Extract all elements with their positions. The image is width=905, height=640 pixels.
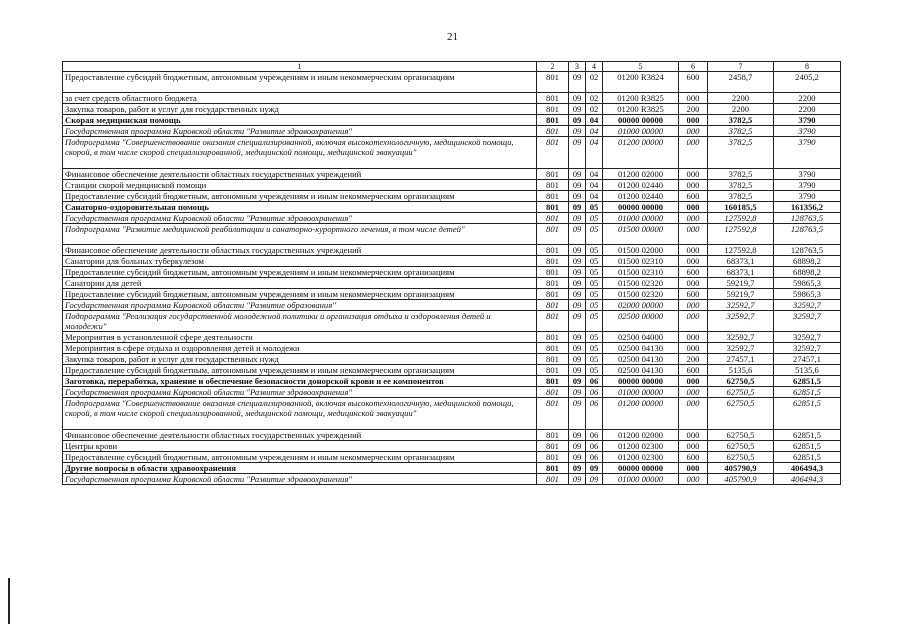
expense-type-cell: 000 [679, 463, 708, 474]
table-row [63, 267, 841, 278]
ministry-code-cell: 801 [537, 104, 569, 115]
section-code-cell: 09 [569, 224, 586, 245]
subsection-code-cell: 06 [586, 441, 603, 452]
table-row [63, 245, 841, 256]
row-name-cell: Мероприятия в установленной сфере деятельности [63, 332, 537, 343]
column-header-7: 7 [708, 62, 774, 72]
ministry-code-cell: 801 [537, 278, 569, 289]
table-row [63, 104, 841, 115]
budget-table [62, 61, 841, 485]
subsection-code-cell: 04 [586, 126, 603, 137]
amount-year-2-cell: 2405,2 [774, 72, 841, 93]
section-code-cell: 09 [569, 115, 586, 126]
column-header-8: 8 [774, 62, 841, 72]
ministry-code-cell: 801 [537, 452, 569, 463]
amount-year-2-cell: 3790 [774, 169, 841, 180]
amount-year-1-cell: 59219,7 [708, 289, 774, 300]
amount-year-2-cell: 161356,2 [774, 202, 841, 213]
target-article-cell: 00000 00000 [603, 463, 679, 474]
table-row [63, 213, 841, 224]
subsection-code-cell: 06 [586, 376, 603, 387]
target-article-cell: 01200 02000 [603, 430, 679, 441]
section-code-cell: 09 [569, 202, 586, 213]
amount-year-1-cell: 68373,1 [708, 256, 774, 267]
amount-year-1-cell: 62750,5 [708, 376, 774, 387]
ministry-code-cell: 801 [537, 202, 569, 213]
column-header-4: 4 [586, 62, 603, 72]
ministry-code-cell: 801 [537, 332, 569, 343]
row-name-cell: Закупка товаров, работ и услуг для государственных нужд [63, 354, 537, 365]
ministry-code-cell: 801 [537, 343, 569, 354]
row-name-cell: Подпрограмма "Развитие медицинской реабилитации и санаторно-курортного лечения, в том числе детей" [63, 224, 537, 245]
amount-year-2-cell: 3790 [774, 191, 841, 202]
table-row [63, 289, 841, 300]
amount-year-2-cell: 62851,5 [774, 398, 841, 430]
table-row [63, 278, 841, 289]
amount-year-1-cell: 127592,8 [708, 213, 774, 224]
amount-year-2-cell: 32592,7 [774, 300, 841, 311]
section-code-cell: 09 [569, 256, 586, 267]
table-row [63, 115, 841, 126]
row-name-cell: Скорая медицинская помощь [63, 115, 537, 126]
row-name-cell: Закупка товаров, работ и услуг для государственных нужд [63, 104, 537, 115]
expense-type-cell: 000 [679, 93, 708, 104]
amount-year-1-cell: 5135,6 [708, 365, 774, 376]
expense-type-cell: 000 [679, 213, 708, 224]
amount-year-2-cell: 59865,3 [774, 278, 841, 289]
row-name-cell: за счет средств областного бюджета [63, 93, 537, 104]
subsection-code-cell: 05 [586, 213, 603, 224]
row-name-cell: Финансовое обеспечение деятельности областных государственных учреждений [63, 245, 537, 256]
section-code-cell: 09 [569, 267, 586, 278]
target-article-cell: 01000 00000 [603, 474, 679, 485]
ministry-code-cell: 801 [537, 387, 569, 398]
amount-year-2-cell: 59865,3 [774, 289, 841, 300]
ministry-code-cell: 801 [537, 93, 569, 104]
ministry-code-cell: 801 [537, 311, 569, 332]
row-name-cell: Предоставление субсидий бюджетным, автономным учреждениям и иным некоммерческим организациям [63, 191, 537, 202]
section-code-cell: 09 [569, 354, 586, 365]
ministry-code-cell: 801 [537, 256, 569, 267]
row-name-cell: Государственная программа Кировской области "Развитие здравоохранения" [63, 126, 537, 137]
ministry-code-cell: 801 [537, 267, 569, 278]
ministry-code-cell: 801 [537, 245, 569, 256]
expense-type-cell: 000 [679, 115, 708, 126]
ministry-code-cell: 801 [537, 365, 569, 376]
table-row [63, 180, 841, 191]
section-code-cell: 09 [569, 430, 586, 441]
table-row [63, 343, 841, 354]
subsection-code-cell: 05 [586, 365, 603, 376]
table-row [63, 354, 841, 365]
table-row [63, 387, 841, 398]
table-body [63, 72, 841, 485]
table-row [63, 224, 841, 245]
expense-type-cell: 600 [679, 72, 708, 93]
subsection-code-cell: 05 [586, 311, 603, 332]
expense-type-cell: 600 [679, 191, 708, 202]
row-name-cell: Подпрограмма "Совершенствование оказания специализированной, включая высокотехнологичную, медицинской помощи, скорой, в том числе скорой специализированной, медицинской помощи, медицинской эвакуации" [63, 137, 537, 169]
amount-year-1-cell: 3782,5 [708, 180, 774, 191]
section-code-cell: 09 [569, 93, 586, 104]
target-article-cell: 00000 00000 [603, 115, 679, 126]
ministry-code-cell: 801 [537, 224, 569, 245]
ministry-code-cell: 801 [537, 180, 569, 191]
section-code-cell: 09 [569, 104, 586, 115]
expense-type-cell: 000 [679, 224, 708, 245]
amount-year-1-cell: 160185,5 [708, 202, 774, 213]
table-row [63, 376, 841, 387]
column-header-1: 1 [63, 62, 537, 72]
table-row [63, 93, 841, 104]
expense-type-cell: 000 [679, 398, 708, 430]
row-name-cell: Государственная программа Кировской области "Развитие здравоохранения" [63, 474, 537, 485]
table-row [63, 332, 841, 343]
ministry-code-cell: 801 [537, 474, 569, 485]
row-name-cell: Заготовка, переработка, хранение и обеспечение безопасности донорской крови и ее компонентов [63, 376, 537, 387]
ministry-code-cell: 801 [537, 463, 569, 474]
expense-type-cell: 000 [679, 300, 708, 311]
target-article-cell: 01500 02320 [603, 289, 679, 300]
amount-year-1-cell: 3782,5 [708, 137, 774, 169]
section-code-cell: 09 [569, 245, 586, 256]
subsection-code-cell: 05 [586, 256, 603, 267]
row-name-cell: Санатории для больных туберкулезом [63, 256, 537, 267]
table-row [63, 191, 841, 202]
section-code-cell: 09 [569, 387, 586, 398]
expense-type-cell: 000 [679, 311, 708, 332]
ministry-code-cell: 801 [537, 441, 569, 452]
row-name-cell: Санатории для детей [63, 278, 537, 289]
section-code-cell: 09 [569, 72, 586, 93]
target-article-cell: 01500 02000 [603, 245, 679, 256]
amount-year-1-cell: 2200 [708, 93, 774, 104]
section-code-cell: 09 [569, 441, 586, 452]
table-row [63, 256, 841, 267]
amount-year-2-cell: 2200 [774, 104, 841, 115]
amount-year-1-cell: 32592,7 [708, 311, 774, 332]
column-header-3: 3 [569, 62, 586, 72]
amount-year-2-cell: 62851,5 [774, 441, 841, 452]
target-article-cell: 01000 00000 [603, 213, 679, 224]
ministry-code-cell: 801 [537, 430, 569, 441]
section-code-cell: 09 [569, 126, 586, 137]
expense-type-cell: 200 [679, 354, 708, 365]
expense-type-cell: 000 [679, 332, 708, 343]
subsection-code-cell: 06 [586, 387, 603, 398]
expense-type-cell: 200 [679, 104, 708, 115]
column-header-6: 6 [679, 62, 708, 72]
expense-type-cell: 600 [679, 267, 708, 278]
row-name-cell: Финансовое обеспечение деятельности областных государственных учреждений [63, 169, 537, 180]
table-row [63, 137, 841, 169]
row-name-cell: Мероприятия в сфере отдыха и оздоровления детей и молодежи [63, 343, 537, 354]
target-article-cell: 01000 00000 [603, 126, 679, 137]
amount-year-2-cell: 3790 [774, 126, 841, 137]
subsection-code-cell: 04 [586, 115, 603, 126]
amount-year-2-cell: 3790 [774, 115, 841, 126]
row-name-cell: Подпрограмма "Реализация государственной молодежной политики и организация отдыха и оздоровления детей и молодежи" [63, 311, 537, 332]
amount-year-2-cell: 406494,3 [774, 474, 841, 485]
section-code-cell: 09 [569, 376, 586, 387]
subsection-code-cell: 05 [586, 224, 603, 245]
table-row [63, 202, 841, 213]
amount-year-1-cell: 127592,8 [708, 245, 774, 256]
amount-year-2-cell: 32592,7 [774, 343, 841, 354]
column-header-2: 2 [537, 62, 569, 72]
target-article-cell: 01500 00000 [603, 224, 679, 245]
section-code-cell: 09 [569, 137, 586, 169]
subsection-code-cell: 05 [586, 300, 603, 311]
expense-type-cell: 000 [679, 343, 708, 354]
subsection-code-cell: 09 [586, 463, 603, 474]
row-name-cell: Центры крови [63, 441, 537, 452]
amount-year-2-cell: 32592,7 [774, 311, 841, 332]
subsection-code-cell: 06 [586, 430, 603, 441]
subsection-code-cell: 05 [586, 343, 603, 354]
target-article-cell: 02500 04130 [603, 343, 679, 354]
amount-year-2-cell: 5135,6 [774, 365, 841, 376]
target-article-cell: 01200 R3825 [603, 104, 679, 115]
section-code-cell: 09 [569, 365, 586, 376]
amount-year-1-cell: 3782,5 [708, 169, 774, 180]
amount-year-1-cell: 59219,7 [708, 278, 774, 289]
expense-type-cell: 000 [679, 126, 708, 137]
amount-year-2-cell: 62851,5 [774, 430, 841, 441]
section-code-cell: 09 [569, 343, 586, 354]
subsection-code-cell: 05 [586, 289, 603, 300]
amount-year-1-cell: 2200 [708, 104, 774, 115]
subsection-code-cell: 05 [586, 267, 603, 278]
target-article-cell: 01500 02310 [603, 256, 679, 267]
subsection-code-cell: 06 [586, 452, 603, 463]
target-article-cell: 01500 02320 [603, 278, 679, 289]
table-row [63, 126, 841, 137]
expense-type-cell: 000 [679, 474, 708, 485]
amount-year-2-cell: 68898,2 [774, 267, 841, 278]
expense-type-cell: 600 [679, 365, 708, 376]
target-article-cell: 02500 04000 [603, 332, 679, 343]
amount-year-1-cell: 2458,7 [708, 72, 774, 93]
subsection-code-cell: 05 [586, 354, 603, 365]
amount-year-2-cell: 68898,2 [774, 256, 841, 267]
table-row [63, 398, 841, 430]
section-code-cell: 09 [569, 474, 586, 485]
amount-year-1-cell: 32592,7 [708, 343, 774, 354]
expense-type-cell: 000 [679, 441, 708, 452]
target-article-cell: 02000 00000 [603, 300, 679, 311]
table-row [63, 169, 841, 180]
column-number-row [63, 62, 841, 72]
amount-year-1-cell: 3782,5 [708, 191, 774, 202]
margin-mark [8, 578, 10, 624]
row-name-cell: Предоставление субсидий бюджетным, автономным учреждениям и иным некоммерческим организациям [63, 72, 537, 93]
amount-year-1-cell: 27457,1 [708, 354, 774, 365]
subsection-code-cell: 04 [586, 180, 603, 191]
amount-year-1-cell: 32592,7 [708, 300, 774, 311]
row-name-cell: Подпрограмма "Совершенствование оказания специализированной, включая высокотехнологичную, медицинской помощи, скорой, в том числе скорой специализированной, медицинской помощи, медицинской эвакуации" [63, 398, 537, 430]
row-name-cell: Финансовое обеспечение деятельности областных государственных учреждений [63, 430, 537, 441]
row-name-cell: Государственная программа Кировской области "Развитие здравоохранения" [63, 387, 537, 398]
amount-year-1-cell: 68373,1 [708, 267, 774, 278]
ministry-code-cell: 801 [537, 213, 569, 224]
expense-type-cell: 000 [679, 387, 708, 398]
ministry-code-cell: 801 [537, 169, 569, 180]
expense-type-cell: 000 [679, 430, 708, 441]
amount-year-1-cell: 405790,9 [708, 474, 774, 485]
target-article-cell: 01200 R3825 [603, 93, 679, 104]
section-code-cell: 09 [569, 278, 586, 289]
table-row [63, 430, 841, 441]
page-number: 21 [447, 31, 458, 43]
amount-year-1-cell: 62750,5 [708, 441, 774, 452]
section-code-cell: 09 [569, 311, 586, 332]
table-row [63, 452, 841, 463]
amount-year-2-cell: 27457,1 [774, 354, 841, 365]
amount-year-1-cell: 32592,7 [708, 332, 774, 343]
subsection-code-cell: 05 [586, 278, 603, 289]
table-row [63, 463, 841, 474]
subsection-code-cell: 02 [586, 72, 603, 93]
amount-year-2-cell: 3790 [774, 137, 841, 169]
amount-year-2-cell: 62851,5 [774, 452, 841, 463]
expense-type-cell: 000 [679, 256, 708, 267]
section-code-cell: 09 [569, 398, 586, 430]
target-article-cell: 01000 00000 [603, 387, 679, 398]
target-article-cell: 01200 02000 [603, 169, 679, 180]
row-name-cell: Государственная программа Кировской области "Развитие здравоохранения" [63, 213, 537, 224]
row-name-cell: Государственная программа Кировской области "Развитие образования" [63, 300, 537, 311]
expense-type-cell: 000 [679, 137, 708, 169]
expense-type-cell: 000 [679, 376, 708, 387]
column-header-5: 5 [603, 62, 679, 72]
amount-year-1-cell: 3782,5 [708, 115, 774, 126]
expense-type-cell: 000 [679, 245, 708, 256]
row-name-cell: Станции скорой медицинской помощи [63, 180, 537, 191]
expense-type-cell: 600 [679, 452, 708, 463]
table-row [63, 300, 841, 311]
expense-type-cell: 000 [679, 202, 708, 213]
section-code-cell: 09 [569, 180, 586, 191]
target-article-cell: 02500 00000 [603, 311, 679, 332]
subsection-code-cell: 05 [586, 332, 603, 343]
ministry-code-cell: 801 [537, 191, 569, 202]
table-row [63, 72, 841, 93]
target-article-cell: 02500 04130 [603, 354, 679, 365]
ministry-code-cell: 801 [537, 126, 569, 137]
row-name-cell: Предоставление субсидий бюджетным, автономным учреждениям и иным некоммерческим организациям [63, 267, 537, 278]
subsection-code-cell: 02 [586, 104, 603, 115]
row-name-cell: Другие вопросы в области здравоохранения [63, 463, 537, 474]
target-article-cell: 01200 02300 [603, 441, 679, 452]
amount-year-2-cell: 32592,7 [774, 332, 841, 343]
ministry-code-cell: 801 [537, 115, 569, 126]
target-article-cell: 00000 00000 [603, 376, 679, 387]
section-code-cell: 09 [569, 332, 586, 343]
section-code-cell: 09 [569, 213, 586, 224]
target-article-cell: 01200 02440 [603, 180, 679, 191]
expense-type-cell: 000 [679, 180, 708, 191]
row-name-cell: Предоставление субсидий бюджетным, автономным учреждениям и иным некоммерческим организациям [63, 452, 537, 463]
amount-year-2-cell: 2200 [774, 93, 841, 104]
subsection-code-cell: 06 [586, 398, 603, 430]
ministry-code-cell: 801 [537, 72, 569, 93]
amount-year-2-cell: 62851,5 [774, 387, 841, 398]
section-code-cell: 09 [569, 452, 586, 463]
target-article-cell: 01500 02310 [603, 267, 679, 278]
target-article-cell: 02500 04130 [603, 365, 679, 376]
amount-year-2-cell: 406494,3 [774, 463, 841, 474]
amount-year-1-cell: 62750,5 [708, 387, 774, 398]
amount-year-1-cell: 127592,8 [708, 224, 774, 245]
expense-type-cell: 000 [679, 169, 708, 180]
row-name-cell: Предоставление субсидий бюджетным, автономным учреждениям и иным некоммерческим организациям [63, 365, 537, 376]
target-article-cell: 01200 00000 [603, 398, 679, 430]
section-code-cell: 09 [569, 191, 586, 202]
expense-type-cell: 600 [679, 289, 708, 300]
table-row [63, 441, 841, 452]
ministry-code-cell: 801 [537, 354, 569, 365]
section-code-cell: 09 [569, 289, 586, 300]
amount-year-2-cell: 62851,5 [774, 376, 841, 387]
row-name-cell: Предоставление субсидий бюджетным, автономным учреждениям и иным некоммерческим организациям [63, 289, 537, 300]
ministry-code-cell: 801 [537, 376, 569, 387]
subsection-code-cell: 05 [586, 245, 603, 256]
row-name-cell: Санаторно-оздоровительная помощь [63, 202, 537, 213]
amount-year-1-cell: 62750,5 [708, 398, 774, 430]
target-article-cell: 01200 R3824 [603, 72, 679, 93]
amount-year-2-cell: 128763,5 [774, 224, 841, 245]
expense-type-cell: 000 [679, 278, 708, 289]
subsection-code-cell: 05 [586, 202, 603, 213]
amount-year-1-cell: 3782,5 [708, 126, 774, 137]
section-code-cell: 09 [569, 300, 586, 311]
subsection-code-cell: 04 [586, 137, 603, 169]
amount-year-2-cell: 128763,5 [774, 213, 841, 224]
subsection-code-cell: 02 [586, 93, 603, 104]
section-code-cell: 09 [569, 463, 586, 474]
table-row [63, 365, 841, 376]
target-article-cell: 00000 00000 [603, 202, 679, 213]
amount-year-1-cell: 405790,9 [708, 463, 774, 474]
ministry-code-cell: 801 [537, 289, 569, 300]
section-code-cell: 09 [569, 169, 586, 180]
amount-year-2-cell: 3790 [774, 180, 841, 191]
subsection-code-cell: 04 [586, 191, 603, 202]
target-article-cell: 01200 02440 [603, 191, 679, 202]
amount-year-1-cell: 62750,5 [708, 452, 774, 463]
target-article-cell: 01200 02300 [603, 452, 679, 463]
ministry-code-cell: 801 [537, 300, 569, 311]
ministry-code-cell: 801 [537, 137, 569, 169]
amount-year-2-cell: 128763,5 [774, 245, 841, 256]
table-row [63, 311, 841, 332]
target-article-cell: 01200 00000 [603, 137, 679, 169]
ministry-code-cell: 801 [537, 398, 569, 430]
subsection-code-cell: 09 [586, 474, 603, 485]
subsection-code-cell: 04 [586, 169, 603, 180]
amount-year-1-cell: 62750,5 [708, 430, 774, 441]
table-row [63, 474, 841, 485]
